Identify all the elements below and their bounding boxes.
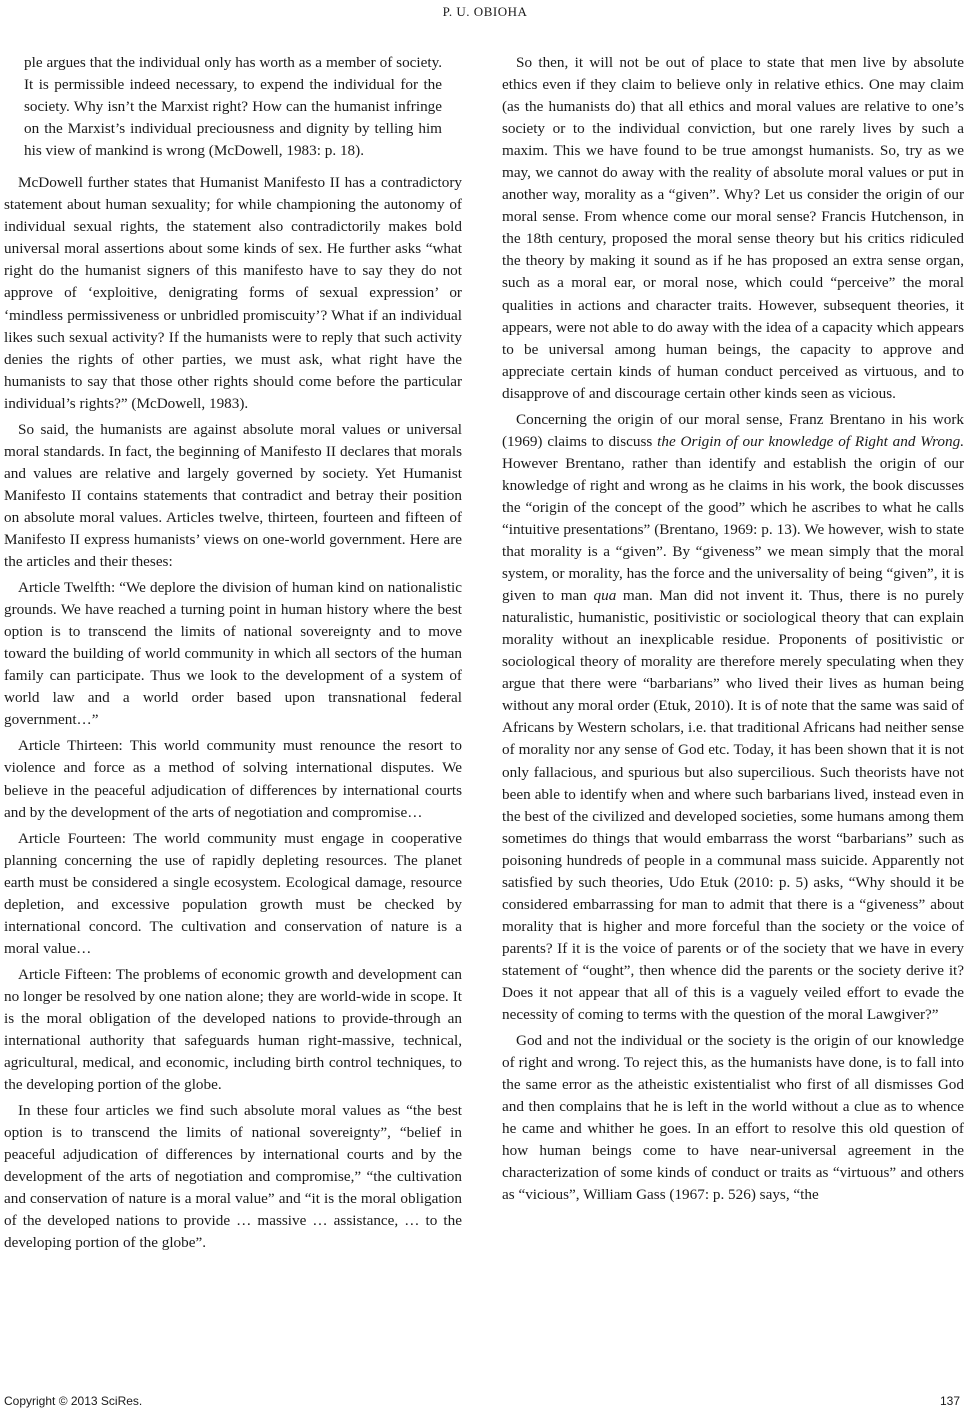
paragraph-article-thirteen: Article Thirteen: This world community must renounce the resort to violence and force as a method of solving international disputes. We believe in the peaceful adjudication of differences by international courts and by the development of the arts of negotiation and compromise… [4, 737, 462, 821]
page-footer [4, 1394, 964, 1408]
book-title: the Origin of our knowledge of Right and Wrong. [657, 432, 965, 450]
paragraph: God and not the individual or the society is the origin of our knowledge of right and wrong. To reject this, as the humanists have done, is to fall into the same error as the atheistic existentialist who first of all dismisses God and then complains that he is left in the world without a clue as to whence he came and whither he goes. In an effort to resolve this old question of how human beings come to have near-universal agreement in the characterization of some kinds of conduct or traits as “virtuous” and others as “vicious”, William Gass (1967: p. 526) says, “the [502, 1032, 964, 1204]
paragraph: In these four articles we find such absolute moral values as “the best option is to transcend the limits of national sovereignty”, “belief in peaceful adjudication of differences by international courts and by the development of the arts of negotiation and compromise,” “the cultivation and conservation of nature is a moral value” and “it is the moral obligation of the developed nations to provide … massive … assistance, … to the developing portion of the globe”. [4, 1102, 462, 1252]
italic-word: qua [593, 587, 617, 605]
paragraph-article-fourteen: Article Fourteen: The world community must engage in cooperative planning concerning the use of rapidly depleting resources. The planet earth must be considered a single ecosystem. Ecological damage, resource depletion, and excessive population growth must be checked by international concord. The cultivation and conservation of nature is a moral value… [4, 829, 462, 957]
paragraph: So said, the humanists are against absolute moral values or universal moral standards. In fact, the beginning of Manifesto II declares that morals and values are relative and largely governed by society. Yet Humanist Manifesto II contains statements that contradict and betray their position on absolute moral values. Articles twelve, thirteen, fourteen and fifteen of Manifesto II express humanists’ views on one-world government. Here are the articles and their theses: [4, 420, 462, 571]
block-quote: ple argues that the individual only has worth as a member of society. It is permissible indeed necessary, to expend the individual for the society. Why isn’t the Marxist right? How can the humanist infringe on the Marxist’s individual preciousness and dignity by telling him his view of mankind is wrong (McDowell, 1983: p. 18). [24, 54, 442, 160]
text-run: However Brentano, rather than identify and establish the origin of our knowledge of right and wrong as he claims in his work, the book discusses the “origin of the concept of the good” which he ascribes to what he calls “intuitive presentations” (Brentano, 1969: p. 13). We however, wish to state that morality is a “given”. By “giveness” we mean simply that the moral system, or morality, has the force and the universality of being “given”, it is given to man [502, 454, 964, 605]
running-head: P. U. OBIOHA [442, 4, 528, 19]
paragraph-article-twelve: Article Twelfth: “We deplore the division of human kind on nationalistic grounds. We have reached a turning point in human history where the best option is to transcend the limits of national sovereignty and to move toward the building of world community in which all sectors of the human family can participate. Thus we look to the development of a system of world law and a world order based upon transnational federal government…” [4, 579, 462, 729]
page-number: 137 [939, 1394, 960, 1408]
paragraph-article-fifteen: Article Fifteen: The problems of economic growth and development can no longer be resolved by one nation alone; they are world-wide in scope. It is the moral obligation of the developed nations to provide-through an international authority that safeguards human right-massive, technical, agricultural, medical, and economic, including birth control techniques, to the developing portion of the globe. [4, 965, 462, 1094]
paragraph [502, 409, 964, 1026]
copyright-notice: Copyright © 2013 SciRes. [4, 1394, 143, 1408]
paragraph: McDowell further states that Humanist Manifesto II has a contradictory statement about human sexuality; for while championing the autonomy of individual sexual rights, the statement also contradictorily makes bold universal moral assertions about some kinds of sex. He further asks “what right do the humanist signers of this manifesto have to say they do not approve of ‘exploitive, denigrating forms of sexual expression’ or ‘mindless permissiveness or unbridled promiscuity’? What if an individual likes such sexual activity? If the humanists were to reply that such activity denies the rights of other parties, we must ask, what right have the humanists to say that those other rights should come before the particular individual’s rights?” (McDowell, 1983). [4, 174, 462, 412]
paragraph: So then, it will not be out of place to state that men live by absolute ethics even if they claim to believe only in relative ethics. One may claim (as the humanists do) that all ethics and moral values are relative to one’s society or to the individual conviction, but one rarely lives by such a maxim. This we have found to be true amongst humanists. So, try as we may, we cannot do away with the reality of absolute moral values or put in another way, morality as a “given”. Why? Let us consider the origin of our moral sense. From whence come our moral sense? Francis Hutchenson, in the 18th century, proposed the moral sense theory but his critics ridiculed the theory by making it sound as if he has proposed an extra sense organ, such as a moral ear, or moral nose, which could “perceive” the moral qualities in actions and character traits. However, subsequent theories, it appears, were not able to do away with the idea of a capacity which appears to be universal among human beings, the capacity to approve and appreciate certain kinds of human conduct perceived as virtuous, and to disapprove of and discourage certain other kinds seen as vicious. [502, 54, 964, 402]
left-column [4, 52, 462, 1258]
right-column [502, 52, 964, 1210]
text-run: Concerning the origin of our moral sense, Franz Brentano in his work (1969) claims to discuss [502, 410, 964, 450]
text-run: man. Man did not invent it. Thus, there is no purely naturalistic, humanistic, positivistic or sociological theory that can explain morality without an inexplicable residue. Proponents of positivistic or sociological theory of morality are therefore merely speculating when they argue that there were “barbarians” who lived their lives as human being without any moral order (Etuk, 2010). It is of note that the same was said of Africans by Western scholars, i.e. that traditional Africans had neither sense of morality nor any sense of God etc. Today, it has been shown that it is not only fallacious, and spurious but also supercilious. Such theorists have not been able to identify when and where such barbarians lived, instead even in the best of the civilized and developed societies, some humans among them sometimes do things that would embarrass the worst “barbarians” such as poisoning hundreds of people in a communal mass suicide. Apparently not satisfied by such theories, Udo Etuk (2010: p. 5) asks, “Why should it be considered embarrassing for man to admit that there is a “giveness” about morality that is higher and more forceful than the society or the voice of parents? If it is the voice of parents or of the society that we have in every statement of “ought”, then whence did the parents or the society derive it? Does it not appear that all of this is a vaguely veiled effort to evade the necessity of coming to terms with the question of the moral Lawgiver?” [502, 587, 964, 1024]
